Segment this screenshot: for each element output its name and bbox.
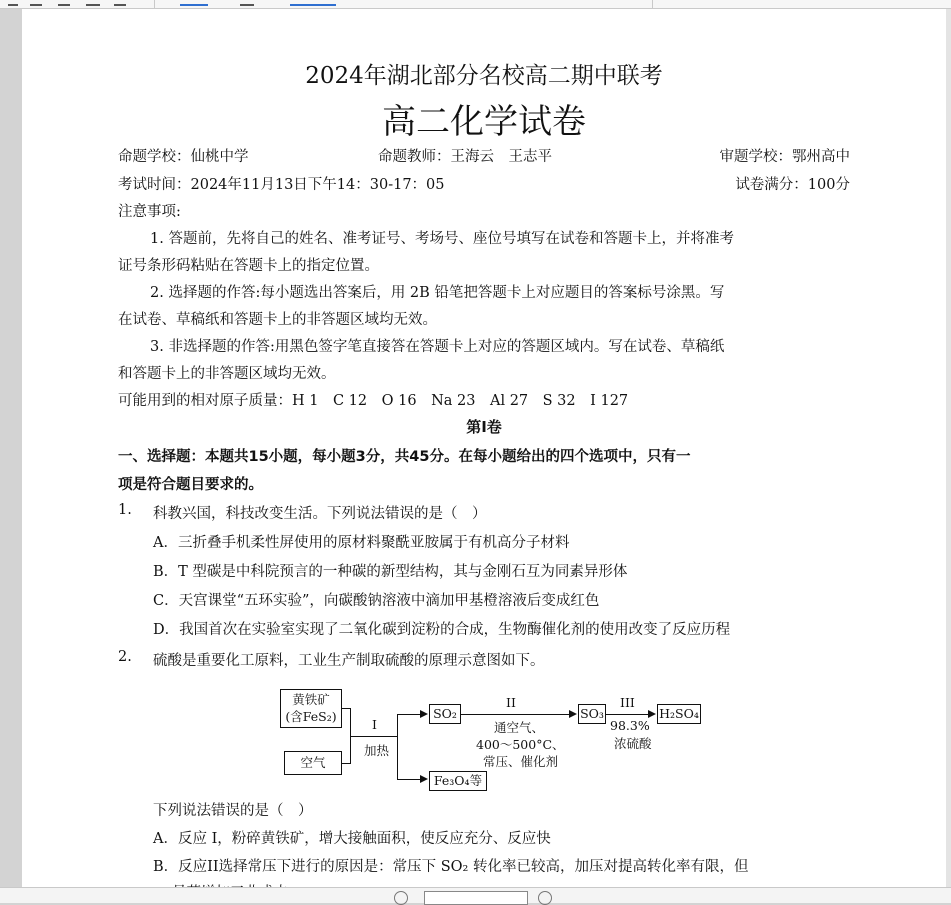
subject-title: 高二化学试卷 [382,102,586,142]
arrow-to-so2-head [420,710,428,718]
step3-label: III [620,695,635,710]
note-2-line1: 2. 选择题的作答:每小题选出答案后，用 2B 铅笔把答题卡上对应题目的答案标号涂黑。写 [150,285,725,301]
step2-condition-2: 400～500°C、 [476,737,565,752]
q2-stem: 硫酸是重要化工原料，工业生产制取硫酸的原理示意图如下。 [153,653,545,669]
vertical-scrollbar[interactable] [946,9,951,891]
proposition-school: 命题学校：仙桃中学 [118,149,249,165]
q2-number: 2. [118,649,132,665]
q2-sub-stem: 下列说法错误的是（ ） [153,803,313,819]
so2-box [429,704,461,724]
viewer-toolbar [0,0,951,9]
q1-option-b: B．T 型碳是中科院预言的一种碳的新型结构，其与金刚石互为同素异形体 [153,564,628,580]
notes-heading: 注意事项: [118,204,181,220]
so3-label: SO₃ [580,706,604,721]
section-instruction-line1: 一、选择题：本题共15小题，每小题3分，共45分。在每小题给出的四个选项中，只有一 [118,449,691,465]
left-margin [0,9,22,891]
exam-title: 2024年湖北部分名校高二期中联考 [305,63,663,89]
q1-number: 1. [118,502,132,518]
q2-option-b: B．反应II选择常压下进行的原因是：常压下 SO₂ 转化率已较高，加压对提高转化率有限，但 [153,859,749,875]
toolbar-tool-4[interactable] [86,0,100,6]
volume-heading: 第Ⅰ卷 [466,418,502,436]
page-number-input[interactable] [424,891,528,905]
step3-condition-2: 浓硫酸 [614,736,652,751]
arrow-so3-to-h2so4-head [648,710,656,718]
note-3-line1: 3. 非选择题的作答:用黑色签字笔直接答在答题卡上对应的答题区域内。写在试卷、草稿纸 [150,339,725,355]
page-navigation-bar [0,887,951,903]
arrow-to-fe3o4-head [420,775,428,783]
pyrite-label: 黄铁矿 [292,692,330,707]
q2-option-a: A．反应 I，粉碎黄铁矿，增大接触面积，使反应充分、反应快 [153,831,551,847]
pyrite-box [280,689,342,728]
prev-page-icon[interactable] [394,891,408,905]
note-3-line2: 和答题卡上的非答题区域均无效。 [118,366,336,382]
sulfuric-acid-process-diagram [280,689,700,788]
step3-condition-1: 98.3% [610,718,650,733]
fe3o4-label: Fe₃O₄等 [433,773,483,788]
step2-label: II [506,695,516,710]
section-instruction-line2: 项是符合题目要求的。 [118,477,263,493]
q1-option-a: A．三折叠手机柔性屏使用的原材料聚酰亚胺属于有机高分子材料 [153,535,570,551]
h2so4-label: H₂SO₄ [659,706,699,721]
proposition-teachers: 命题教师：王海云 王志平 [378,149,552,165]
fe3o4-box [429,771,487,791]
arrow-so2-to-so3-head [569,710,577,718]
q1-option-d: D．我国首次在实验室实现了二氧化碳到淀粉的合成，生物酶催化剂的使用改变了反应历程 [153,622,731,638]
toolbar-tool-2[interactable] [30,0,42,6]
split-vertical [397,714,398,780]
arrow-to-fe3o4-line [397,779,421,780]
h2so4-box [657,704,701,724]
review-school: 审题学校：鄂州高中 [719,149,850,165]
document-page [22,9,946,887]
toolbar-separator [652,0,653,8]
toolbar-tool-1[interactable] [8,0,18,6]
atomic-masses: 可能用到的相对原子质量：H 1 C 12 O 16 Na 23 Al 27 S 32 I 127 [118,393,629,409]
toolbar-separator [154,0,155,8]
connector-pyrite [342,708,350,709]
step1-label: I [372,717,377,732]
step2-condition-1: 通空气、 [494,720,545,735]
air-label: 空气 [300,755,326,770]
arrow-to-so2-line [397,714,421,715]
arrow-so3-to-h2so4-line [606,714,650,715]
connector-air [342,763,350,764]
merge-horizontal [350,736,397,737]
toolbar-tool-6[interactable] [240,0,254,6]
toolbar-highlight-tool[interactable] [180,0,208,6]
toolbar-tool-5[interactable] [114,0,126,6]
air-box [284,751,342,775]
note-1-line1: 1. 答题前，先将自己的姓名、准考证号、考场号、座位号填写在试卷和答题卡上，并将准考 [150,231,734,247]
note-1-line2: 证号条形码粘贴在答题卡上的指定位置。 [118,258,379,274]
so2-label: SO₂ [433,706,457,721]
step1-condition: 加热 [364,743,390,758]
q1-stem: 科教兴国，科技改变生活。下列说法错误的是（ ） [153,506,487,522]
full-score: 试卷满分：100分 [735,177,850,193]
toolbar-annotate-tool[interactable] [290,0,336,6]
pyrite-composition: (含FeS₂) [285,709,337,724]
toolbar-tool-3[interactable] [58,0,70,6]
so3-box [578,704,606,724]
step2-condition-3: 常压、催化剂 [483,754,559,769]
note-2-line2: 在试卷、草稿纸和答题卡上的非答题区域均无效。 [118,312,437,328]
arrow-so2-to-so3-line [461,714,571,715]
q1-option-c: C．天宫课堂“五环实验”，向碳酸钠溶液中滴加甲基橙溶液后变成红色 [153,593,600,609]
exam-time: 考试时间：2024年11月13日下午14：30-17：05 [118,177,445,193]
next-page-icon[interactable] [538,891,552,905]
